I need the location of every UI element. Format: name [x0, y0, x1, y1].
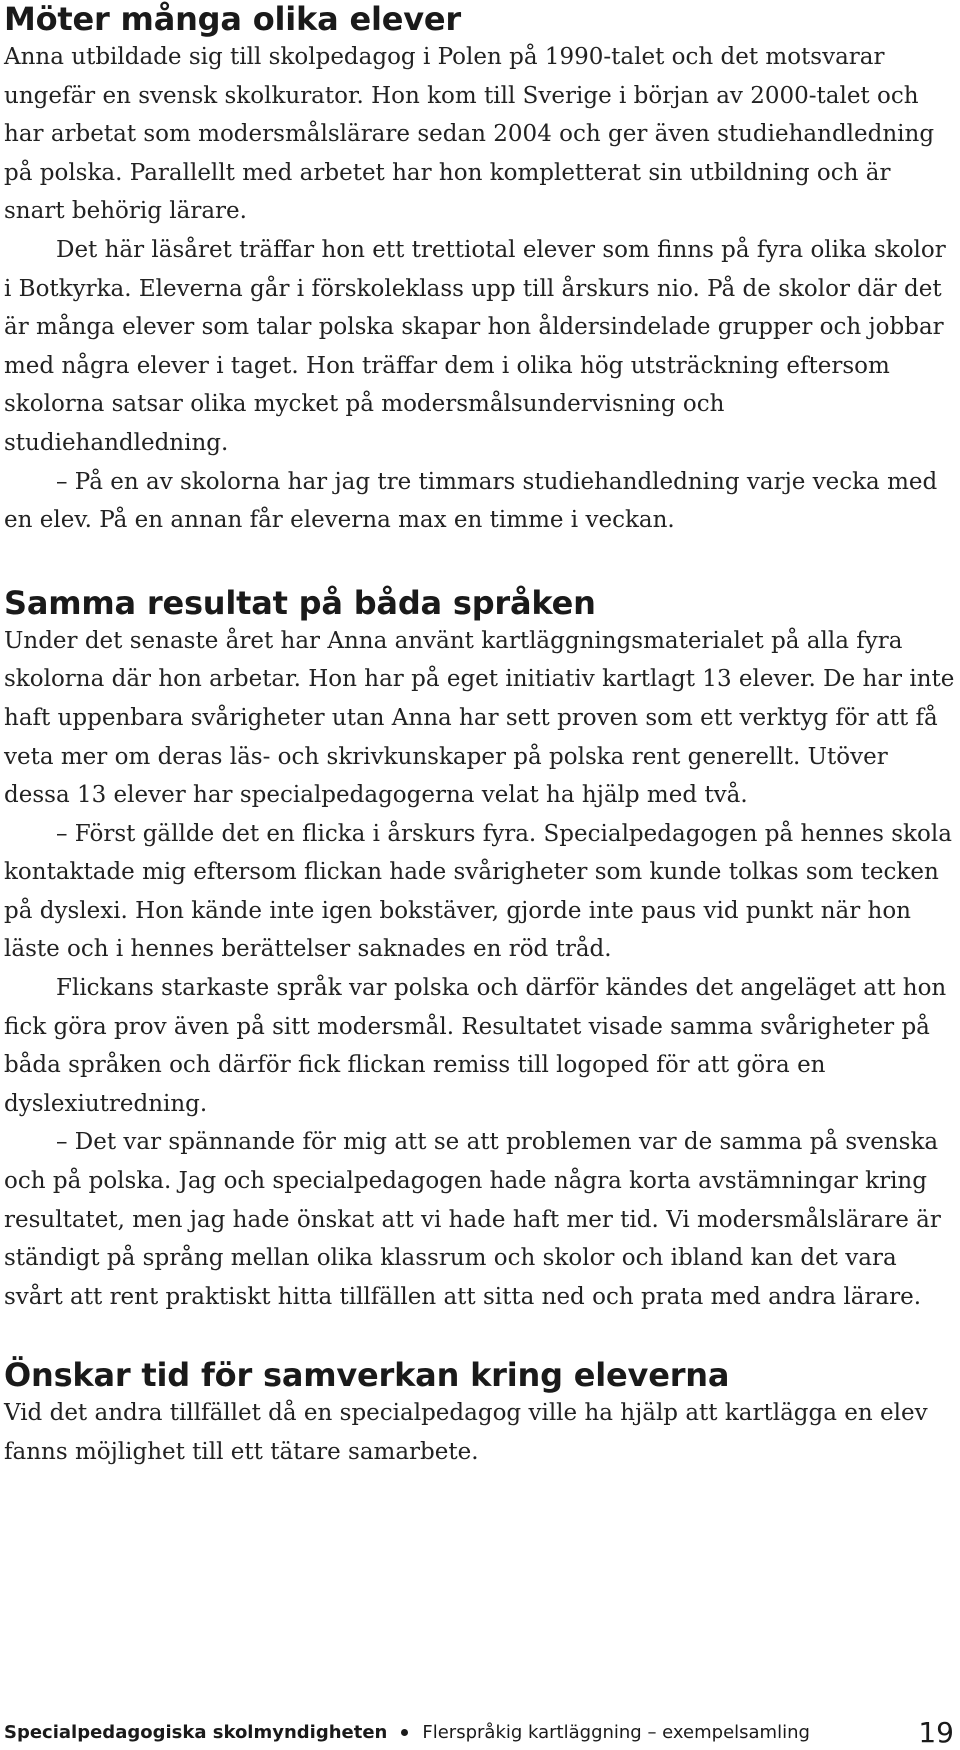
- paragraph: – På en av skolorna har jag tre timmars studiehandledning varje vecka med en elev. På en annan får eleverna max en timme i veckan.: [4, 468, 938, 534]
- footer-publication: Flerspråkig kartläggning – exempelsamling: [422, 1721, 810, 1743]
- section-heading: Möter många olika elever: [4, 0, 461, 38]
- bullet-icon: [401, 1729, 408, 1736]
- section-heading: Samma resultat på båda språken: [4, 583, 596, 622]
- paragraph: – Först gällde det en flicka i årskurs fyra. Specialpedagogen på hennes skola kontaktade mig eftersom flickan hade svårigheter som kunde tolkas som tecken på dyslexi. Hon kände inte igen bokstäver, gjorde inte paus vid punkt när hon läste och i hennes berättelser saknades en röd tråd.: [4, 820, 952, 963]
- page-content: [4, 0, 956, 1472]
- paragraph: Flickans starkaste språk var polska och därför kändes det angeläget att hon fick göra prov även på sitt modersmål. Resultatet visade samma svårigheter på båda språken och därför fick flickan remiss till logoped för att göra en dyslexiutredning.: [4, 975, 947, 1117]
- paragraph: Det här läsåret träffar hon ett trettiotal elever som finns på fyra olika skolor i Botkyrka. Eleverna går i förskoleklass upp till årskurs nio. På de skolor där det är många elever som talar polska skapar hon åldersindelade grupper och jobbar med några elever i taget. Hon träffar dem i olika hög utsträckning eftersom skolorna satsar olika mycket på modersmålsundervisning och studiehandledning.: [4, 236, 946, 456]
- paragraph: Vid det andra tillfället då en specialpedagog ville ha hjälp att kartlägga en elev fanns möjlighet till ett tätare samarbete.: [4, 1400, 928, 1465]
- section-heading: Önskar tid för samverkan kring eleverna: [4, 1356, 730, 1395]
- section-onskar-tid: [4, 1356, 956, 1471]
- section-samma-resultat: [4, 584, 956, 1317]
- footer-organization: Specialpedagogiska skolmyndigheten: [4, 1721, 388, 1743]
- paragraph: Anna utbildade sig till skolpedagog i Polen på 1990-talet och det motsvarar ungefär en svensk skolkurator. Hon kom till Sverige i början av 2000-talet och har arbetat som modersmålslärare sedan 2004 och ger även studiehandledning på polska. Parallellt med arbetet har hon kompletterat sin utbildning och är snart behörig lärare.: [4, 44, 935, 225]
- page-number: 19: [918, 1715, 954, 1749]
- paragraph: Under det senaste året har Anna använt kartläggningsmaterialet på alla fyra skolorna där hon arbetar. Hon har på eget initiativ kartlagt 13 elever. De har inte haft uppenbara svårigheter utan Anna har sett proven som ett verktyg för att få veta mer om deras läs- och skrivkunskaper på polska rent generellt. Utöver dessa 13 elever har specialpedagogerna velat ha hjälp med två.: [4, 627, 955, 809]
- page-footer: [4, 1715, 954, 1749]
- section-moter-manga-olika-elever: [4, 0, 956, 540]
- paragraph: – Det var spännande för mig att se att problemen var de samma på svenska och på polska. Jag och specialpedagogen hade några korta avstämningar kring resultatet, men jag hade önskat att vi hade haft mer tid. Vi modersmålslärare är ständigt på språng mellan olika klassrum och skolor och ibland kan det vara svårt att rent praktiskt hitta tillfällen att sitta ned och prata med andra lärare.: [4, 1129, 941, 1310]
